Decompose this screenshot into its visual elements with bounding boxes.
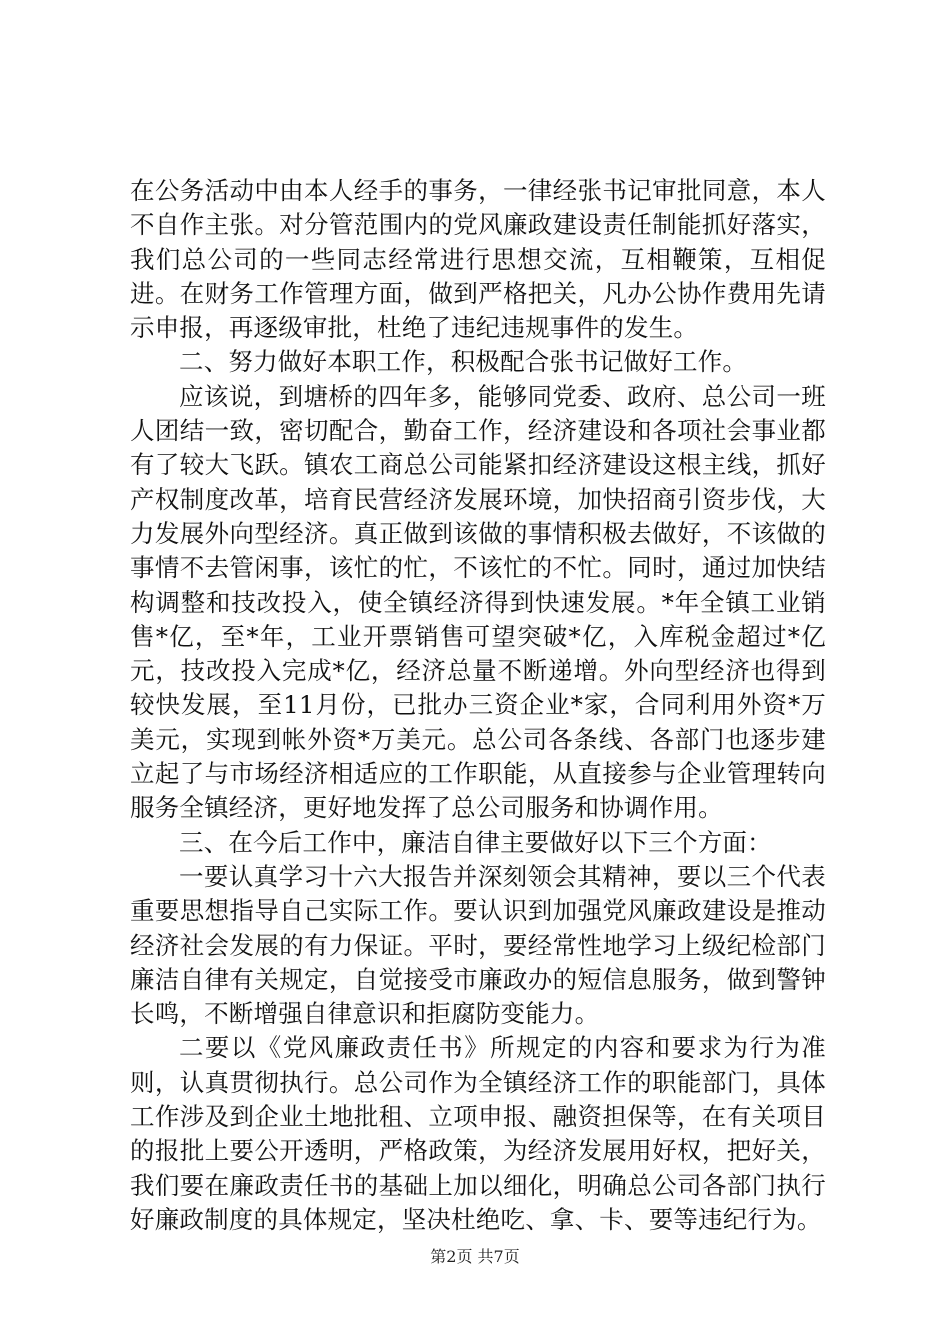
section-heading-3: 三、在今后工作中，廉洁自律主要做好以下三个方面： bbox=[179, 827, 772, 857]
paragraph-point-1: 一要认真学习十六大报告并深刻领会其精神，要以三个代表重要思想指导自己实际工作。要认识到加强党风廉政建设是推动经济社会发展的有力保证。平时，要经常性地学习上级纪检部门廉洁自律有关规定，自觉接受市廉政办的短信息服务，做到警钟长鸣，不断增强自律意识和拒腐防变能力。 bbox=[130, 861, 826, 1029]
section-heading-2: 二、努力做好本职工作，积极配合张书记做好工作。 bbox=[179, 347, 748, 377]
page-number-label: 第2页 共7页 bbox=[430, 1247, 520, 1266]
document-body bbox=[130, 174, 826, 1237]
paragraph-economy: 应该说，到塘桥的四年多，能够同党委、政府、总公司一班人团结一致，密切配合，勤奋工作，经济建设和各项社会事业都有了较大飞跃。镇农工商总公司能紧扣经济建设这根主线，抓好产权制度改革，培育民营经济发展环境，加快招商引资步伐，大力发展外向型经济。真正做到该做的事情积极去做好，不该做的事情不去管闲事，该忙的忙，不该忙的不忙。同时，通过加快结构调整和技改投入，使全镇经济得到快速发展。*年全镇工业销售*亿，至*年，工业开票销售可望突破*亿，入库税金超过*亿元，技改投入完成*亿，经济总量不断递增。外向型经济也得到较快发展，至11月份，已批办三资企业*家，合同利用外资*万美元，实现到帐外资*万美元。总公司各条线、各部门也逐步建立起了与市场经济相适应的工作职能，从直接参与企业管理转向服务全镇经济，更好地发挥了总公司服务和协调作用。 bbox=[130, 381, 826, 823]
paragraph-point-2: 二要以《党风廉政责任书》所规定的内容和要求为行为准则，认真贯彻执行。总公司作为全镇经济工作的职能部门，具体工作涉及到企业土地批租、立项申报、融资担保等，在有关项目的报批上要公开透明，严格政策，为经济发展用好权，把好关，我们要在廉政责任书的基础上加以细化，明确总公司各部门执行好廉政制度的具体规定，坚决杜绝吃、拿、卡、要等违纪行为。 bbox=[130, 1033, 826, 1234]
paragraph-continuation: 在公务活动中由本人经手的事务，一律经张书记审批同意，本人不自作主张。对分管范围内的党风廉政建设责任制能抓好落实，我们总公司的一些同志经常进行思想交流，互相鞭策，互相促进。在财务工作管理方面，做到严格把关，凡办公协作费用先请示申报，再逐级审批，杜绝了违纪违规事件的发生。 bbox=[130, 176, 826, 343]
page-footer bbox=[0, 1247, 950, 1267]
